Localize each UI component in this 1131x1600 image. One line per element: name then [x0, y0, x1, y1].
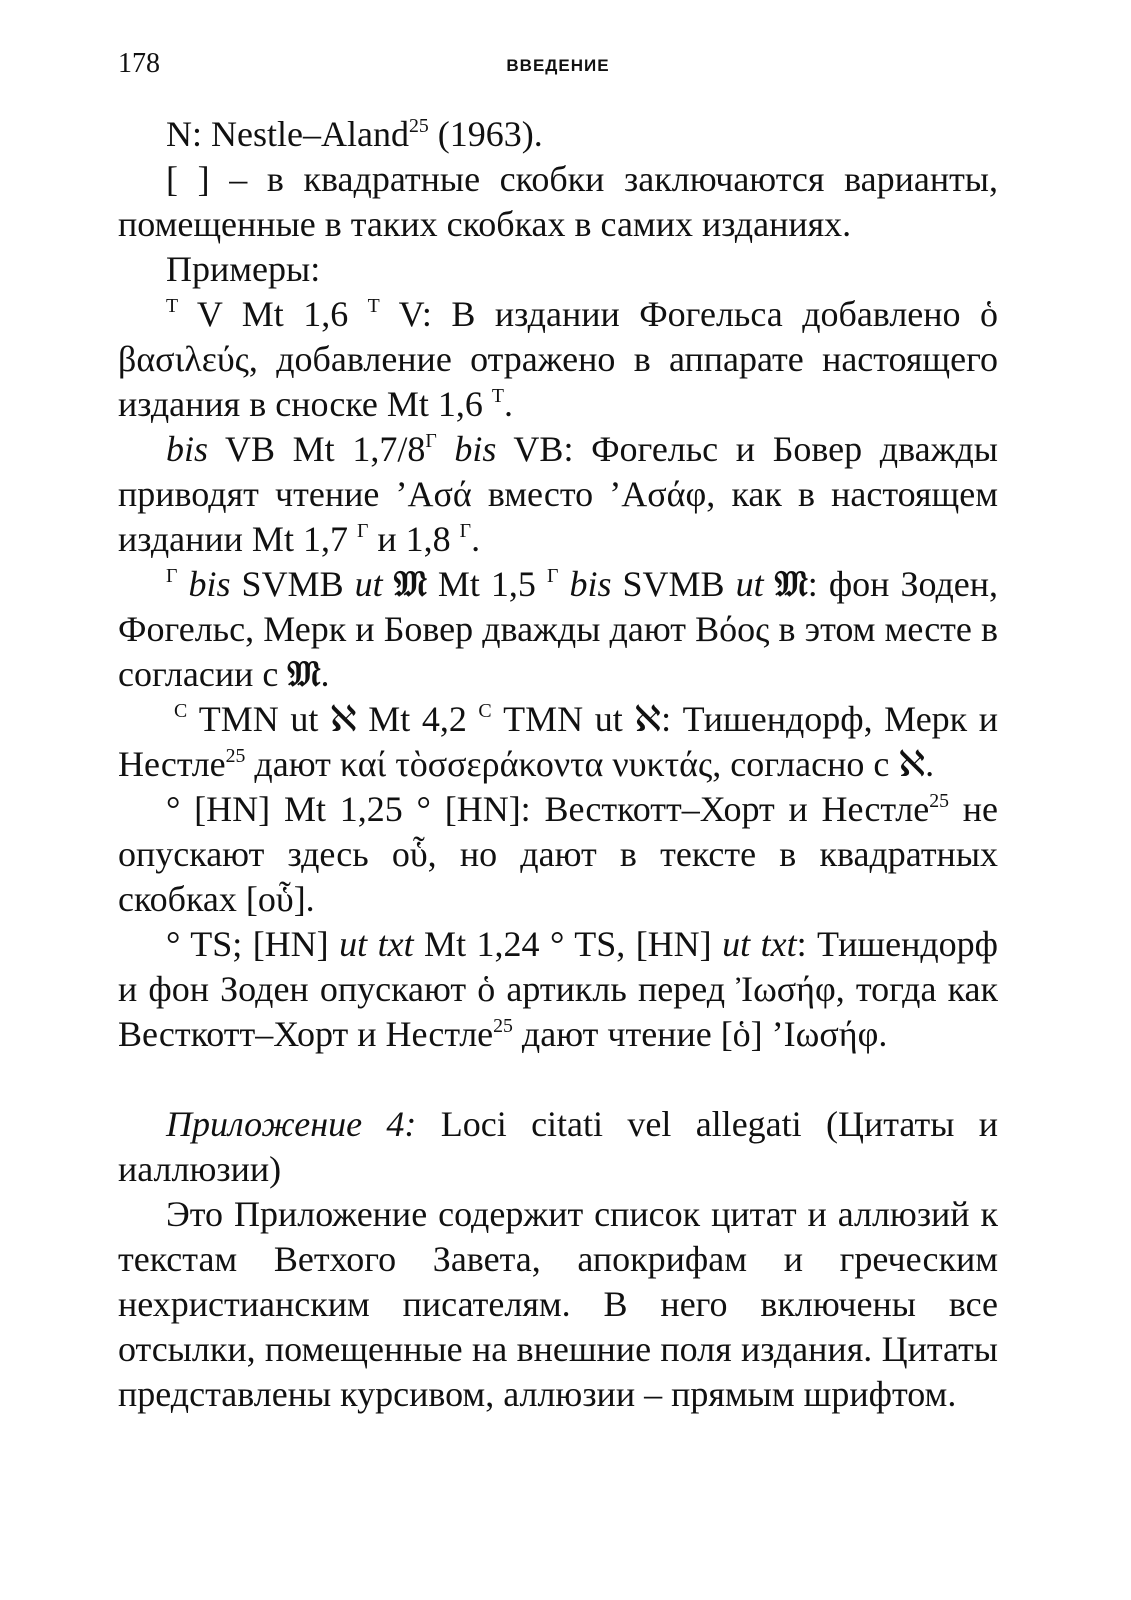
page-number: 178 [118, 48, 160, 79]
appendix-body: Это Приложение содержит список цитат и аллюзий к текстам Ветхого Завета, апокрифам и греческим нехристианским писателям. В него включены все отсылки, помещенные на внешние поля издания. Цитаты представлены курсивом, аллюзии – прямым шрифтом. [118, 1194, 998, 1414]
running-head [118, 44, 998, 88]
appendix-heading: Приложение 4: Loci citati vel allegati (Цитаты и иаллюзии) [118, 1104, 998, 1189]
section-gap [118, 1057, 998, 1102]
examples-heading: Примеры: [166, 249, 321, 289]
example-tmn-ut-aleph: $^Ϲ$ TMN ut ℵ Mt 4,2 $^Ϲ$ TMN ut ℵ: Тишендорф, Мерк и Нестле$^{25}$ дают καί τὸσσεράκοντα νυκτάς, согласно с ℵ. [118, 699, 999, 784]
majority-text-symbol: 𝔐 [393, 563, 427, 605]
running-title: ВВЕДЕНИЕ [506, 56, 610, 75]
example-omission-hn: ° [HN] Mt 1,25 ° [HN]: Весткотт–Хорт и Нестле$^{25}$ не опускают здесь οὗ, но дают в тексте в квадратных скобках [οὗ]. [118, 789, 998, 919]
entry-square-brackets: [ ] – в квадратные скобки заключаются варианты, помещенные в таких скобках в самих изданиях. [118, 159, 998, 244]
example-insertion: $^T$ V Mt 1,6 $^T$ V: В издании Фогельса добавлено ὁ βασιλεύς, добавление отражено в аппарате настоящего издания в сноске Mt 1,6 $^T$. [118, 294, 999, 424]
example-bis-vb: bis VB Mt $1,7/8^Г$ bis VB: Фогельс и Бовер дважды приводят чтение ’Ασά вместо ’Ασάφ, как в настоящем издании Mt 1,7 $^Г$ и 1,8 $^Г$. [118, 429, 998, 559]
majority-text-symbol: 𝔐 [774, 563, 808, 605]
majority-text-symbol: 𝔐 [287, 653, 321, 695]
entry-nestle-aland: N: Nestle–Aland$^{25}$ (1963). [166, 114, 543, 154]
body-text [118, 112, 998, 1417]
example-omission-ts: ° TS; [HN] ut txt Mt 1,24 ° TS, [HN] ut txt: Тишендорф и фон Зоден опускают ὁ артикль перед Ἰωσήφ, тогда как Весткотт–Хорт и Нестле$^{25}$ дают чтение [ὁ] ’Ιωσήφ. [118, 924, 999, 1054]
page [118, 44, 998, 1417]
example-bis-svmb: $^Г$ bis SVMB ut 𝔐 Mt 1,5 $^Г$ bis SVMB ut 𝔐: фон Зоден, Фогельс, Мерк и Бовер дважды дают Βόος в этом месте в согласии с 𝔐. [118, 563, 999, 695]
